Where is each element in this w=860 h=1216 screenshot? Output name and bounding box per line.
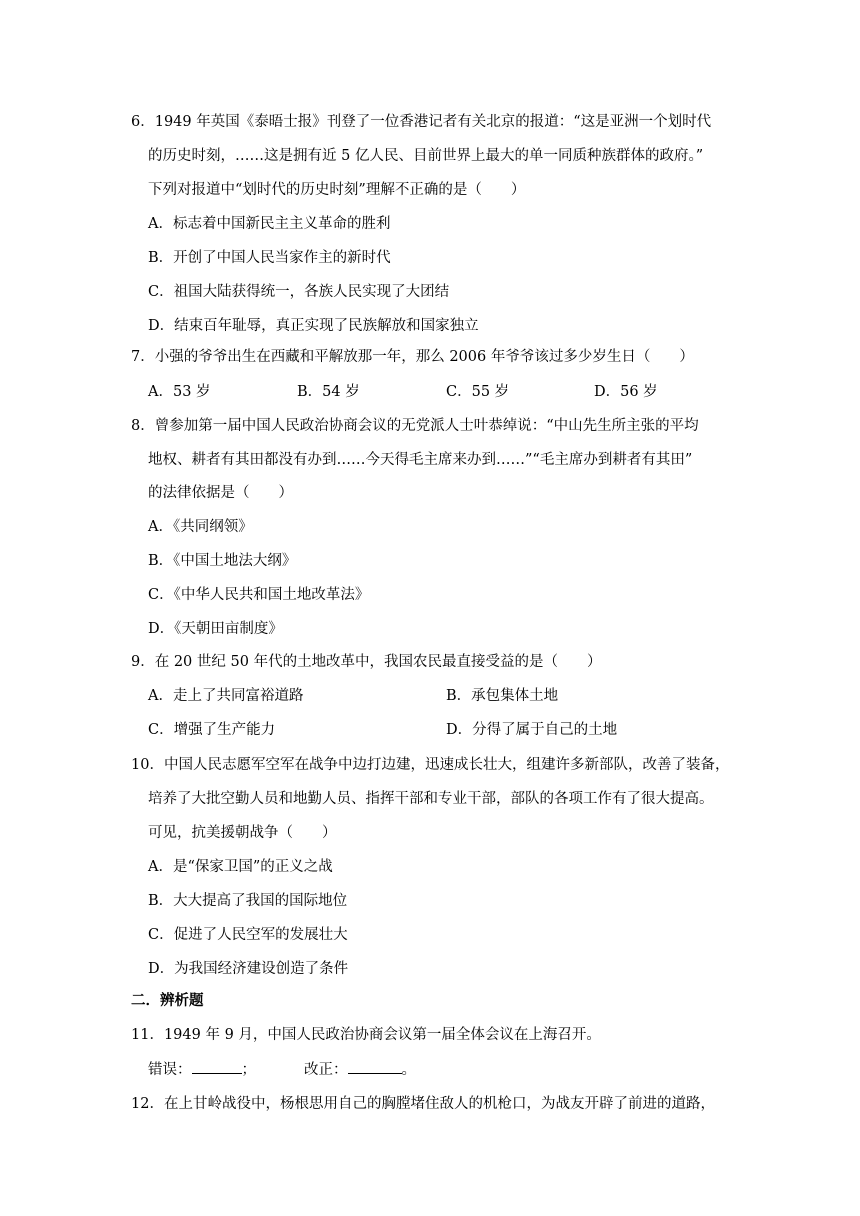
question-10-option-a[interactable]: A．是“保家卫国”的正义之战	[148, 859, 333, 875]
question-7-option-a[interactable]: A．53 岁	[148, 384, 211, 400]
question-9-line-1: 9．在 20 世纪 50 年代的土地改革中，我国农民最直接受益的是（ ）	[131, 654, 602, 670]
question-6-line-1: 6．1949 年英国《泰晤士报》刊登了一位香港记者有关北京的报道：“这是亚洲一个划时代	[131, 114, 712, 130]
fix-label: 改正：	[304, 1062, 348, 1078]
question-7-option-d[interactable]: D．56 岁	[594, 384, 658, 400]
question-6-option-c[interactable]: C．祖国大陆获得统一，各族人民实现了大团结	[148, 284, 450, 300]
question-10-option-b[interactable]: B．大大提高了我国的国际地位	[148, 893, 348, 909]
question-8-option-b[interactable]: B．《中国土地法大纲》	[148, 553, 297, 569]
question-12-line-1: 12．在上甘岭战役中，杨根思用自己的胸膛堵住敌人的机枪口，为战友开辟了前进的道路，	[131, 1096, 715, 1112]
question-6-option-b[interactable]: B．开创了中国人民当家作主的新时代	[148, 250, 391, 266]
question-11-line-1: 11．1949 年 9 月，中国人民政治协商会议第一届全体会议在上海召开。	[131, 1027, 601, 1043]
question-11-answer-row	[148, 1059, 416, 1079]
question-10-line-2: 培养了大批空勤人员和地勤人员、指挥干部和专业干部，部队的各项工作有了很大提高。	[148, 791, 714, 807]
question-8-option-c[interactable]: C．《中华人民共和国土地改革法》	[148, 587, 370, 603]
question-6-option-d[interactable]: D．结束百年耻辱，真正实现了民族解放和国家独立	[148, 318, 479, 334]
question-7-line-1: 7．小强的爷爷出生在西藏和平解放那一年，那么 2006 年爷爷该过多少岁生日（ ）	[131, 349, 694, 365]
error-separator: ；	[241, 1062, 256, 1078]
question-6-line-2: 的历史时刻，……这是拥有近 5 亿人民、目前世界上最大的单一同质种族群体的政府。”	[148, 148, 704, 164]
error-blank[interactable]	[192, 1059, 242, 1074]
question-6-option-a[interactable]: A．标志着中国新民主主义革命的胜利	[148, 216, 391, 232]
question-10-option-c[interactable]: C．促进了人民空军的发展壮大	[148, 927, 348, 943]
error-label: 错误：	[148, 1062, 192, 1078]
question-9-option-d[interactable]: D．分得了属于自己的土地	[446, 722, 618, 738]
section-title: 二．辨析题	[131, 992, 204, 1009]
question-8-line-2: 地权、耕者有其田都没有办到……今天得毛主席来办到……”“毛主席办到耕者有其田”	[148, 452, 693, 468]
question-9-option-a[interactable]: A．走上了共同富裕道路	[148, 688, 304, 704]
question-8-line-3: 的法律依据是（ ）	[148, 485, 293, 501]
question-8-line-1: 8．曾参加第一届中国人民政治协商会议的无党派人士叶恭绰说：“中山先生所主张的平均	[131, 418, 699, 434]
question-8-option-a[interactable]: A．《共同纲领》	[148, 519, 253, 535]
question-10-line-3: 可见，抗美援朝战争（ ）	[148, 825, 337, 841]
question-7-option-b[interactable]: B．54 岁	[297, 384, 360, 400]
question-6-line-3: 下列对报道中“划时代的历史时刻”理解不正确的是（ ）	[148, 182, 526, 198]
question-8-option-d[interactable]: D．《天朝田亩制度》	[148, 621, 283, 637]
fix-end: 。	[401, 1062, 416, 1078]
question-9-option-b[interactable]: B．承包集体土地	[446, 688, 559, 704]
question-7-option-c[interactable]: C．55 岁	[446, 384, 510, 400]
question-10-line-1: 10．中国人民志愿军空军在战争中边打边建，迅速成长壮大，组建许多新部队，改善了装备，	[131, 757, 730, 773]
question-10-option-d[interactable]: D．为我国经济建设创造了条件	[148, 961, 349, 977]
fix-blank[interactable]	[348, 1059, 402, 1074]
question-9-option-c[interactable]: C．增强了生产能力	[148, 722, 276, 738]
